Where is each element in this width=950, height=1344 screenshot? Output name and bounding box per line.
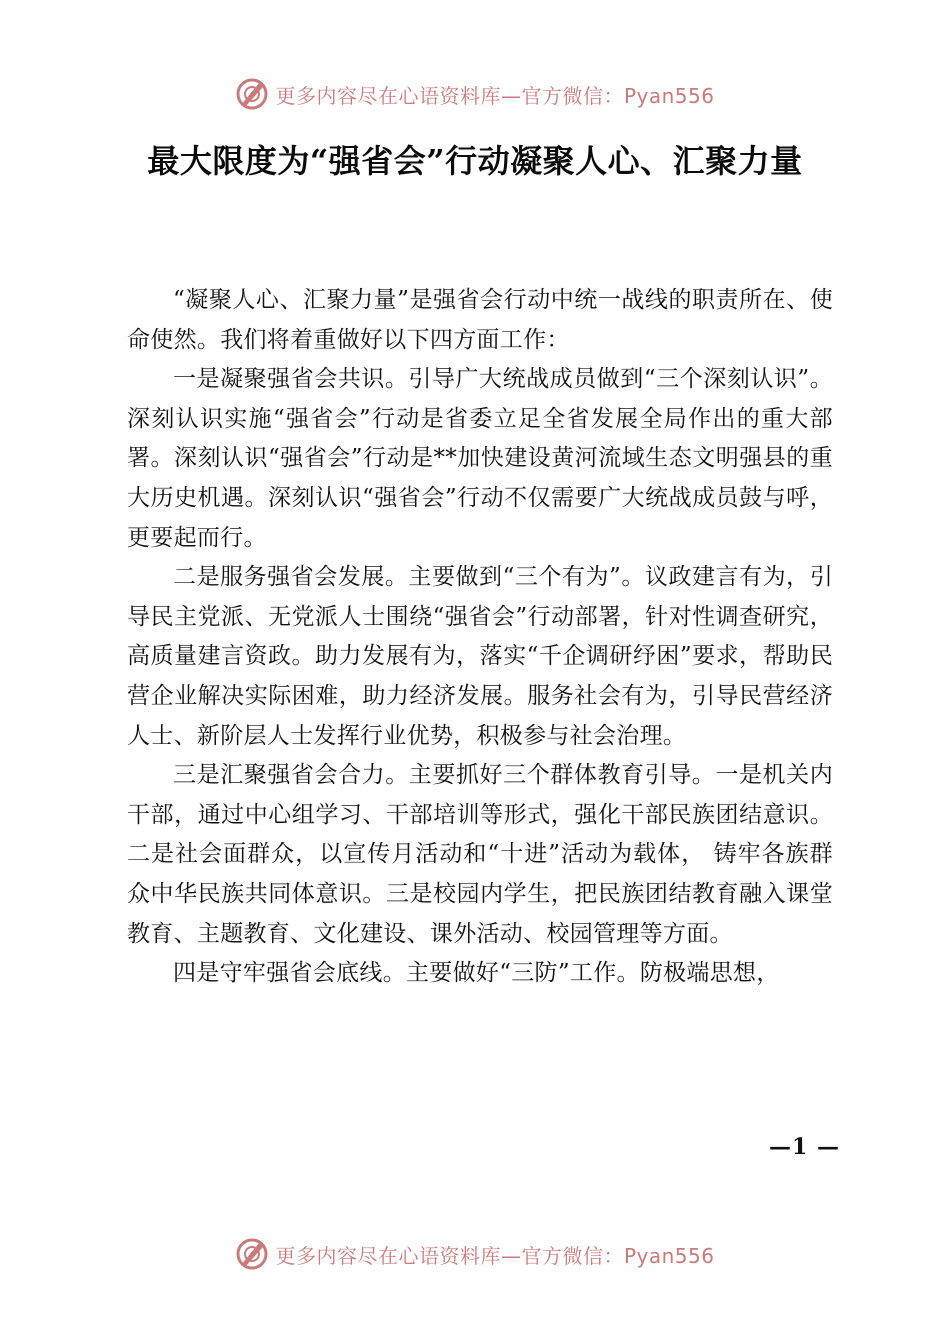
page-number: —1 — — [769, 1134, 840, 1160]
seal-icon — [235, 77, 269, 111]
watermark-text: 更多内容尽在心语资料库—官方微信：Pyan556 — [275, 1243, 715, 1268]
document-title: 最大限度为“强省会”行动凝聚人心、汇聚力量 — [147, 142, 803, 180]
paragraph-service: 二是服务强省会发展。主要做到“三个有为”。议政建言有为，引导民主党派、无党派人士围绕“强省会”行动部署，针对性调查研究，高质量建言资政。助力发展有为，落实“千企调研纾困”要求，帮助民营企业解决实际困难，助力经济发展。服务社会有为，引导民营经济人士、新阶层人士发挥行业优势，积极参与社会治理。 — [127, 564, 833, 749]
paragraph-synergy: 三是汇聚强省会合力。主要抓好三个群体教育引导。一是机关内干部，通过中心组学习、干部培训等形式，强化干部民族团结意识。二是社会面群众，以宣传月活动和“十进”活动为载体， 铸牢各族群众中华民族共同体意识。三是校园内学生，把民族团结教育融入课堂教育、主题教育、文化建设、课外活动、校园管理等方面。 — [127, 762, 833, 947]
paragraph-consensus: 一是凝聚强省会共识。引导广大统战成员做到“三个深刻认识”。深刻认识实施“强省会”行动是省委立足全省发展全局作出的重大部署。深刻认识“强省会”行动是**加快建设黄河流域生态文明强县的重大历史机遇。深刻认识“强省会”行动不仅需要广大统战成员鼓与呼，更要起而行。 — [127, 366, 833, 551]
watermark-header — [0, 74, 950, 114]
watermark-text: 更多内容尽在心语资料库—官方微信：Pyan556 — [275, 83, 715, 108]
paragraph-intro: “凝聚人心、汇聚力量”是强省会行动中统一战线的职责所在、使命使然。我们将着重做好以下四方面工作： — [127, 287, 833, 353]
watermark-footer — [0, 1234, 950, 1274]
document-body — [127, 281, 833, 994]
seal-icon — [235, 1237, 269, 1271]
paragraph-bottom-line: 四是守牢强省会底线。主要做好“三防”工作。防极端思想， — [173, 960, 780, 987]
